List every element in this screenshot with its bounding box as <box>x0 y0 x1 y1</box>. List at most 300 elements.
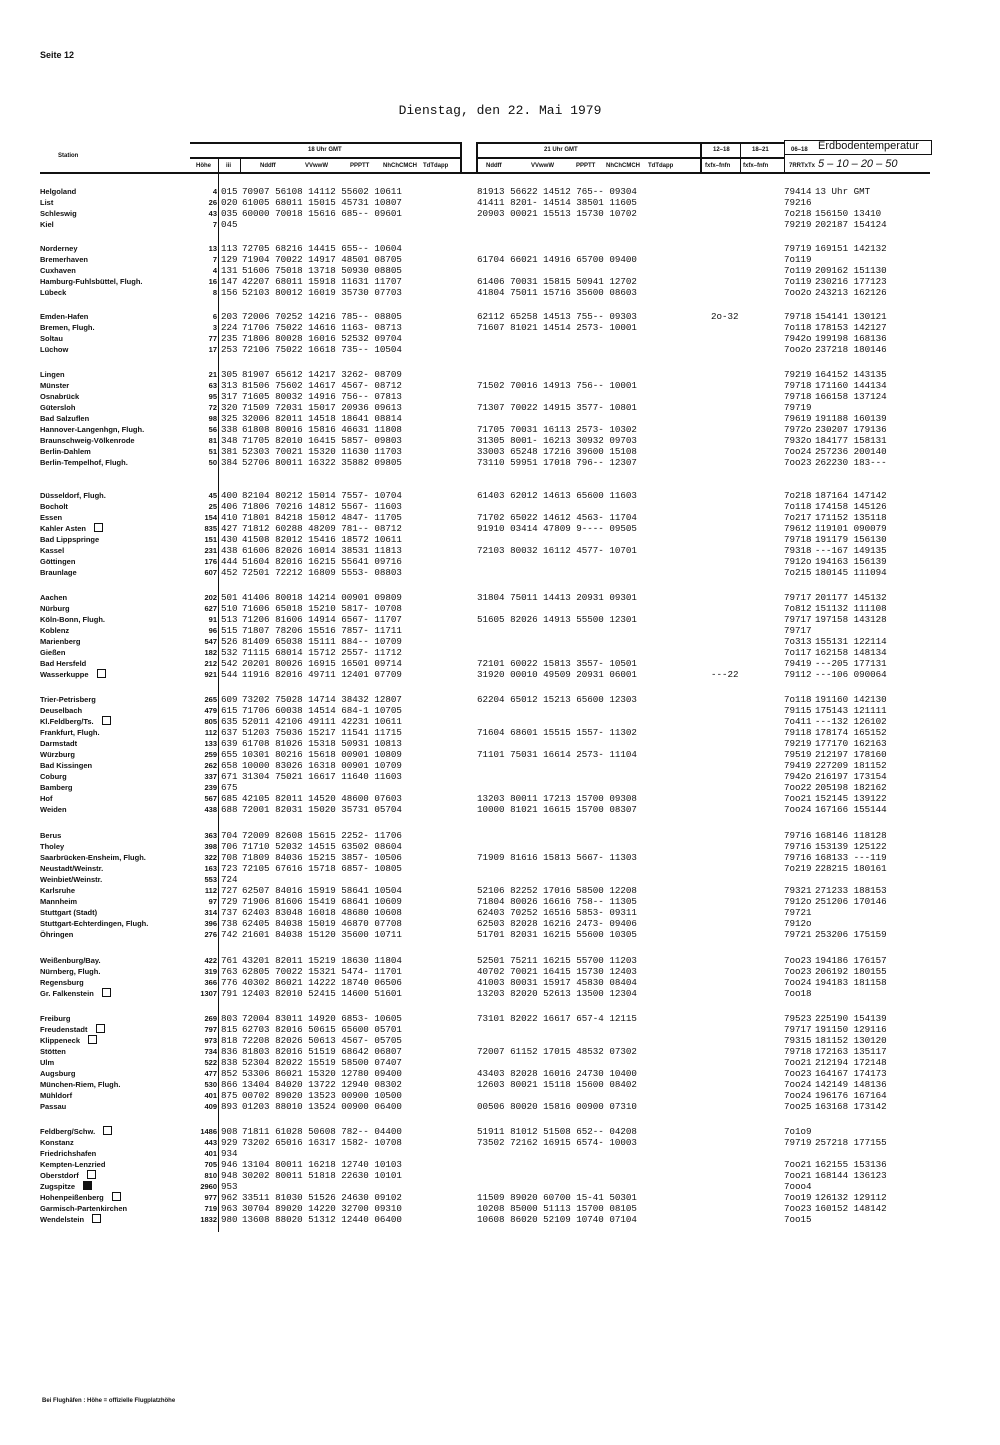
obs-21-gmt: 41003 80031 15917 45830 08404 <box>477 977 637 988</box>
station-name: Konstanz <box>40 1138 74 1147</box>
station-height: 151 <box>204 535 217 544</box>
station-name: Marienberg <box>40 637 81 646</box>
station-id: 129 <box>221 254 238 265</box>
station-id: 015 <box>221 186 238 197</box>
soil-temperature: 194183 181158 <box>815 977 887 988</box>
station-id: 671 <box>221 771 238 782</box>
station-id: 704 <box>221 830 238 841</box>
soil-temperature: 197158 143128 <box>815 614 887 625</box>
obs-21-gmt: 62503 82028 16216 2473- 09406 <box>477 918 637 929</box>
obs-21-gmt: 71101 75031 16614 2573- 11104 <box>477 749 637 760</box>
obs-18-gmt: 00702 89020 13523 00900 10500 <box>242 1090 402 1101</box>
soil-temperature: 187164 147142 <box>815 490 887 501</box>
obs-21-gmt: 71804 80026 16616 758-- 11305 <box>477 896 637 907</box>
obs-18-gmt: 13104 80011 16218 12740 10103 <box>242 1159 402 1170</box>
station-height: 239 <box>204 783 217 792</box>
table-row <box>0 219 1000 230</box>
obs-21-gmt: 10608 86020 52109 10740 07104 <box>477 1214 637 1225</box>
station-id: 532 <box>221 647 238 658</box>
station-name: Deuselbach <box>40 706 83 715</box>
station-name: Neustadt/Weinstr. <box>40 864 104 873</box>
station-name: Stötten <box>40 1047 66 1056</box>
soil-temperature: 119101 090079 <box>815 523 887 534</box>
precip-06-18: 79721 <box>784 929 812 940</box>
station-id: 501 <box>221 592 238 603</box>
table-row <box>0 1079 1000 1090</box>
table-row <box>0 614 1000 625</box>
soil-temperature: 174158 145126 <box>815 501 887 512</box>
station-id: 020 <box>221 197 238 208</box>
station-id: 045 <box>221 219 238 230</box>
precip-06-18: 7942o <box>784 771 812 782</box>
station-name: Gießen <box>40 648 66 657</box>
soil-temperature: 181152 130120 <box>815 1035 887 1046</box>
station-name: Tholey <box>40 842 65 851</box>
table-row <box>0 311 1000 322</box>
table-row <box>0 457 1000 468</box>
soil-temperature: 163168 173142 <box>815 1101 887 1112</box>
obs-21-gmt: 73101 82022 16617 657-4 12115 <box>477 1013 637 1024</box>
precip-06-18: 79414 <box>784 186 812 197</box>
station-height: 734 <box>204 1047 217 1056</box>
station-id: 946 <box>221 1159 238 1170</box>
obs-18-gmt: 10301 80216 15618 00901 10809 <box>242 749 402 760</box>
precip-06-18: 7oo23 <box>784 1203 812 1214</box>
obs-18-gmt: 52011 42106 49111 42231 10611 <box>242 716 402 727</box>
mountain-station-marker-icon <box>96 1024 105 1033</box>
precip-06-18: 7oo22 <box>784 782 812 793</box>
table-row <box>0 727 1000 738</box>
station-name: Braunlage <box>40 568 77 577</box>
table-row <box>0 265 1000 276</box>
station-name: Ulm <box>40 1058 55 1067</box>
table-row <box>0 344 1000 355</box>
mountain-station-marker-icon <box>88 1035 97 1044</box>
station-height: 3 <box>212 323 217 332</box>
station-name: Göttingen <box>40 557 76 566</box>
station-label: Klippeneck <box>40 1036 81 1045</box>
obs-18-gmt: 71807 78206 15516 7857- 11711 <box>242 625 402 636</box>
station-name: Weißenburg/Bay. <box>40 956 101 965</box>
station-id: 818 <box>221 1035 238 1046</box>
header-21-vvwww: VVwwW <box>531 163 555 169</box>
obs-21-gmt: 43403 82028 16016 24730 10400 <box>477 1068 637 1079</box>
station-name: Bocholt <box>40 502 68 511</box>
table-row <box>0 1090 1000 1101</box>
station-id: 338 <box>221 424 238 435</box>
station-name: Garmisch-Partenkirchen <box>40 1204 128 1213</box>
obs-21-gmt: 40702 70021 16415 15730 12403 <box>477 966 637 977</box>
precip-06-18: 7o118 <box>784 501 812 512</box>
table-row <box>0 1159 1000 1170</box>
station-name: Bad Salzuflen <box>40 414 90 423</box>
station-height: 396 <box>204 919 217 928</box>
obs-18-gmt: 71809 84036 15215 3857- 10506 <box>242 852 402 863</box>
soil-temperature: 191188 160139 <box>815 413 887 424</box>
precip-06-18: 79118 <box>784 727 812 738</box>
mountain-station-marker-icon <box>102 716 111 725</box>
station-name: Bremen, Flugh. <box>40 323 95 332</box>
precip-06-18: 7ooo4 <box>784 1181 812 1192</box>
soil-temperature: ---106 090064 <box>815 669 887 680</box>
precip-06-18: 7oo18 <box>784 988 812 999</box>
mountain-station-marker-icon <box>102 988 111 997</box>
soil-temperature: 162158 148134 <box>815 647 887 658</box>
station-id: 542 <box>221 658 238 669</box>
soil-temperature: 167166 155144 <box>815 804 887 815</box>
station-id: 510 <box>221 603 238 614</box>
obs-18-gmt: 53306 86021 15320 12780 09400 <box>242 1068 402 1079</box>
table-row <box>0 1035 1000 1046</box>
station-height: 607 <box>204 568 217 577</box>
precip-06-18: 7912o <box>784 896 812 907</box>
station-height: 547 <box>204 637 217 646</box>
station-name <box>40 1035 97 1046</box>
station-name: München-Riem, Flugh. <box>40 1080 121 1089</box>
station-id: 738 <box>221 918 238 929</box>
header-col-06-18-sub: 7RRTxTx <box>789 163 816 169</box>
station-height: 25 <box>208 502 217 511</box>
station-name: Hannover-Langenhgn, Flugh. <box>40 425 145 434</box>
station-height: 627 <box>204 604 217 613</box>
precip-06-18: 79612 <box>784 523 812 534</box>
station-height: 176 <box>204 557 217 566</box>
precip-06-18: 7oo24 <box>784 804 812 815</box>
table-row <box>0 918 1000 929</box>
station-id: 962 <box>221 1192 238 1203</box>
station-height: 2960 <box>200 1182 217 1191</box>
table-row <box>0 369 1000 380</box>
station-height: 567 <box>204 794 217 803</box>
table-row <box>0 208 1000 219</box>
obs-18-gmt: 62405 84038 15019 46870 07708 <box>242 918 402 929</box>
precip-06-18: 7o117 <box>784 647 812 658</box>
table-row <box>0 1126 1000 1137</box>
soil-temperature: 196176 167164 <box>815 1090 887 1101</box>
precip-06-18: 7oo21 <box>784 1159 812 1170</box>
obs-21-gmt: 13203 80011 17213 15700 09308 <box>477 793 637 804</box>
station-id: 235 <box>221 333 238 344</box>
obs-18-gmt: 30202 80011 51818 22630 10101 <box>242 1170 402 1181</box>
obs-18-gmt: 52103 80012 16019 35730 07703 <box>242 287 402 298</box>
station-label: Zugspitze <box>40 1182 75 1191</box>
table-row <box>0 896 1000 907</box>
station-name: Bad Hersfeld <box>40 659 87 668</box>
station-name: Berlin-Dahlem <box>40 447 91 456</box>
station-name: Freiburg <box>40 1014 71 1023</box>
station-label: Feldberg/Schw. <box>40 1127 96 1136</box>
obs-18-gmt: 51606 75018 13718 50930 08805 <box>242 265 402 276</box>
station-name: Nürnberg, Flugh. <box>40 967 101 976</box>
station-id: 635 <box>221 716 238 727</box>
station-id: 313 <box>221 380 238 391</box>
station-height: 163 <box>204 864 217 873</box>
station-id: 658 <box>221 760 238 771</box>
station-id: 724 <box>221 874 238 885</box>
soil-temperature: 199198 168136 <box>815 333 887 344</box>
table-row <box>0 830 1000 841</box>
station-height: 4 <box>212 266 217 275</box>
table-row <box>0 391 1000 402</box>
station-height: 363 <box>204 831 217 840</box>
station-height: 366 <box>204 978 217 987</box>
station-name: Schleswig <box>40 209 77 218</box>
station-height: 26 <box>208 198 217 207</box>
obs-21-gmt: 31804 75011 14413 20931 09301 <box>477 592 637 603</box>
table-row <box>0 534 1000 545</box>
table-row <box>0 966 1000 977</box>
precip-06-18: 79219 <box>784 369 812 380</box>
station-name: Helgoland <box>40 187 77 196</box>
station-name: Saarbrücken-Ensheim, Flugh. <box>40 853 146 862</box>
soil-temperature: 230207 179136 <box>815 424 887 435</box>
station-id: 838 <box>221 1057 238 1068</box>
obs-18-gmt: 52304 82022 15519 58500 07407 <box>242 1057 402 1068</box>
station-id: 609 <box>221 694 238 705</box>
obs-18-gmt: 51203 75036 15217 11541 11715 <box>242 727 402 738</box>
table-row <box>0 435 1000 446</box>
obs-18-gmt: 71801 84218 15012 4847- 11705 <box>242 512 402 523</box>
soil-temperature: 230216 177123 <box>815 276 887 287</box>
header-18-vvwww: VVwwW <box>305 163 329 169</box>
soil-temperature: 253206 175159 <box>815 929 887 940</box>
table-row <box>0 738 1000 749</box>
mountain-station-marker-icon <box>94 523 103 532</box>
table-row <box>0 647 1000 658</box>
obs-18-gmt: 72004 83011 14920 6853- 10605 <box>242 1013 402 1024</box>
soil-temperature: ---205 177131 <box>815 658 887 669</box>
station-height: 810 <box>204 1171 217 1180</box>
station-id: 526 <box>221 636 238 647</box>
table-row <box>0 501 1000 512</box>
station-name: Norderney <box>40 244 78 253</box>
soil-temperature: 216197 173154 <box>815 771 887 782</box>
table-row <box>0 988 1000 999</box>
station-height: 95 <box>208 392 217 401</box>
precip-06-18: 7oo23 <box>784 966 812 977</box>
table-row <box>0 1192 1000 1203</box>
table-row <box>0 955 1000 966</box>
station-name: Berus <box>40 831 62 840</box>
station-height: 202 <box>204 593 217 602</box>
station-name: Bad Lippspringe <box>40 535 100 544</box>
table-row <box>0 1181 1000 1192</box>
station-height: 835 <box>204 524 217 533</box>
soil-temperature: 206192 180155 <box>815 966 887 977</box>
page-title: Dienstag, den 22. Mai 1979 <box>398 103 602 118</box>
obs-18-gmt: 71812 60288 48209 781-- 08712 <box>242 523 402 534</box>
soil-temperature: 257218 177155 <box>815 1137 887 1148</box>
table-row <box>0 413 1000 424</box>
station-label: Wasserkuppe <box>40 670 89 679</box>
precip-06-18: 79721 <box>784 907 812 918</box>
station-height: 805 <box>204 717 217 726</box>
table-row <box>0 276 1000 287</box>
precip-06-18: 7o218 <box>784 490 812 501</box>
station-height: 7 <box>212 220 217 229</box>
header-col-06-18: 06–18 <box>791 147 808 153</box>
station-name <box>40 1214 101 1225</box>
obs-18-gmt: 72501 72212 16809 5553- 08803 <box>242 567 402 578</box>
station-name: Öhringen <box>40 930 74 939</box>
station-height: 77 <box>208 334 217 343</box>
table-row <box>0 636 1000 647</box>
table-row <box>0 197 1000 208</box>
station-id: 305 <box>221 369 238 380</box>
station-name: Münster <box>40 381 70 390</box>
station-height: 322 <box>204 853 217 862</box>
obs-21-gmt: 71604 68601 15515 1557- 11302 <box>477 727 637 738</box>
obs-21-gmt: 71502 70016 14913 756-- 10001 <box>477 380 637 391</box>
station-name: Bremerhaven <box>40 255 88 264</box>
station-name: Mannheim <box>40 897 78 906</box>
precip-06-18: 7oo21 <box>784 793 812 804</box>
soil-temperature: 151132 111108 <box>815 603 887 614</box>
station-id: 803 <box>221 1013 238 1024</box>
obs-18-gmt: 62403 83048 16018 48680 10608 <box>242 907 402 918</box>
station-height: 133 <box>204 739 217 748</box>
obs-18-gmt: 71806 80028 16016 52532 09704 <box>242 333 402 344</box>
station-id: 410 <box>221 512 238 523</box>
precip-06-18: 79717 <box>784 1024 812 1035</box>
header-21-pppt: PPPTT <box>576 163 596 169</box>
station-id: 934 <box>221 1148 238 1159</box>
obs-18-gmt: 71811 61028 50608 782-- 04400 <box>242 1126 402 1137</box>
station-height: 269 <box>204 1014 217 1023</box>
precip-06-18: 79717 <box>784 614 812 625</box>
station-id: 147 <box>221 276 238 287</box>
precip-06-18: 79321 <box>784 885 812 896</box>
station-id: 637 <box>221 727 238 738</box>
obs-18-gmt: 42207 68011 15918 11631 11707 <box>242 276 402 287</box>
precip-06-18: 7oo24 <box>784 446 812 457</box>
obs-18-gmt: 71906 81606 15419 68641 10609 <box>242 896 402 907</box>
precip-06-18: 7oo23 <box>784 457 812 468</box>
table-row <box>0 424 1000 435</box>
station-name: Soltau <box>40 334 63 343</box>
obs-18-gmt: 62507 84016 15919 58641 10504 <box>242 885 402 896</box>
station-id: 131 <box>221 265 238 276</box>
header-21-gmt: 21 Uhr GMT <box>544 147 578 153</box>
obs-21-gmt: 41411 8201- 14514 38501 11605 <box>477 197 637 208</box>
table-row <box>0 1101 1000 1112</box>
station-name <box>40 988 111 999</box>
soil-temperature: 205198 182162 <box>815 782 887 793</box>
obs-21-gmt: 61406 70031 15815 50941 12702 <box>477 276 637 287</box>
station-id: 685 <box>221 793 238 804</box>
mountain-station-marker-icon <box>92 1214 101 1223</box>
station-id: 908 <box>221 1126 238 1137</box>
precip-06-18: 79719 <box>784 402 812 413</box>
station-height: 337 <box>204 772 217 781</box>
obs-21-gmt: 11509 89020 60700 15-41 50301 <box>477 1192 637 1203</box>
station-height: 1307 <box>200 989 217 998</box>
footnote: Bei Flughäfen : Höhe = offizielle Flugplatzhöhe <box>42 1398 176 1404</box>
station-id: 224 <box>221 322 238 333</box>
station-name: Bamberg <box>40 783 73 792</box>
station-height: 8 <box>212 288 217 297</box>
table-row <box>0 186 1000 197</box>
precip-06-18: 79519 <box>784 749 812 760</box>
precip-06-18: 7oo2o <box>784 344 812 355</box>
soil-temperature: 237218 180146 <box>815 344 887 355</box>
header-18-dew: TdTdapp <box>423 163 449 169</box>
obs-21-gmt: 00506 80020 15816 00900 07310 <box>477 1101 637 1112</box>
header-18-nddff: Nddff <box>260 163 276 169</box>
station-id: 866 <box>221 1079 238 1090</box>
header-col-12-18-sub: fxfx–fnfn <box>705 163 731 169</box>
soil-temperature: 155131 122114 <box>815 636 887 647</box>
station-name: Koblenz <box>40 626 70 635</box>
table-row <box>0 885 1000 896</box>
station-id: 875 <box>221 1090 238 1101</box>
obs-21-gmt: 62112 65258 14513 755-- 09303 <box>477 311 637 322</box>
table-row <box>0 1013 1000 1024</box>
station-height: 401 <box>204 1091 217 1100</box>
station-name: Frankfurt, Flugh. <box>40 728 100 737</box>
station-height: 43 <box>208 209 217 218</box>
precip-06-18: 7912o <box>784 556 812 567</box>
obs-18-gmt: 13608 88020 51312 12440 06400 <box>242 1214 402 1225</box>
obs-21-gmt: 71702 65022 14612 4563- 11704 <box>477 512 637 523</box>
station-name <box>40 1024 105 1035</box>
station-label: Gr. Falkenstein <box>40 989 94 998</box>
station-height: 91 <box>208 615 217 624</box>
station-height: 276 <box>204 930 217 939</box>
station-id: 688 <box>221 804 238 815</box>
station-height: 409 <box>204 1102 217 1111</box>
station-height: 56 <box>208 425 217 434</box>
soil-temperature: 191179 156130 <box>815 534 887 545</box>
table-row <box>0 1024 1000 1035</box>
table-row <box>0 523 1000 534</box>
station-id: 675 <box>221 782 238 793</box>
station-label: Kl.Feldberg/Ts. <box>40 717 94 726</box>
soil-temperature: ---132 126102 <box>815 716 887 727</box>
header-col-18-21-sub: fxfx–fnfn <box>743 163 769 169</box>
precip-06-18: 7932o <box>784 435 812 446</box>
soil-temperature: 175143 121111 <box>815 705 887 716</box>
table-row <box>0 782 1000 793</box>
precip-06-18: 7oo19 <box>784 1192 812 1203</box>
station-name <box>40 669 106 680</box>
obs-21-gmt: 33003 65248 17216 39600 15108 <box>477 446 637 457</box>
precip-06-18: 7oo24 <box>784 977 812 988</box>
obs-21-gmt: 61403 62012 14613 65600 11603 <box>477 490 637 501</box>
station-height: 522 <box>204 1058 217 1067</box>
mountain-station-marker-icon <box>87 1170 96 1179</box>
obs-21-gmt: 41804 75011 15716 35600 08603 <box>477 287 637 298</box>
obs-21-gmt: 71607 81021 14514 2573- 10001 <box>477 322 637 333</box>
soil-temperature: 168144 136123 <box>815 1170 887 1181</box>
station-height: 45 <box>208 491 217 500</box>
obs-21-gmt: 81913 56622 14512 765-- 09304 <box>477 186 637 197</box>
precip-06-18: 7oo25 <box>784 1101 812 1112</box>
station-name: Aachen <box>40 593 68 602</box>
station-id: 742 <box>221 929 238 940</box>
precip-06-18: 79315 <box>784 1035 812 1046</box>
station-name: Nürburg <box>40 604 70 613</box>
obs-18-gmt: 73202 75028 14714 38432 12807 <box>242 694 402 705</box>
soil-temperature: 126132 129112 <box>815 1192 887 1203</box>
precip-06-18: 79719 <box>784 243 812 254</box>
obs-18-gmt: 61708 81026 15318 50931 10813 <box>242 738 402 749</box>
soil-temperature: 153139 125122 <box>815 841 887 852</box>
station-id: 035 <box>221 208 238 219</box>
table-row <box>0 545 1000 556</box>
table-row <box>0 1214 1000 1225</box>
station-id: 737 <box>221 907 238 918</box>
